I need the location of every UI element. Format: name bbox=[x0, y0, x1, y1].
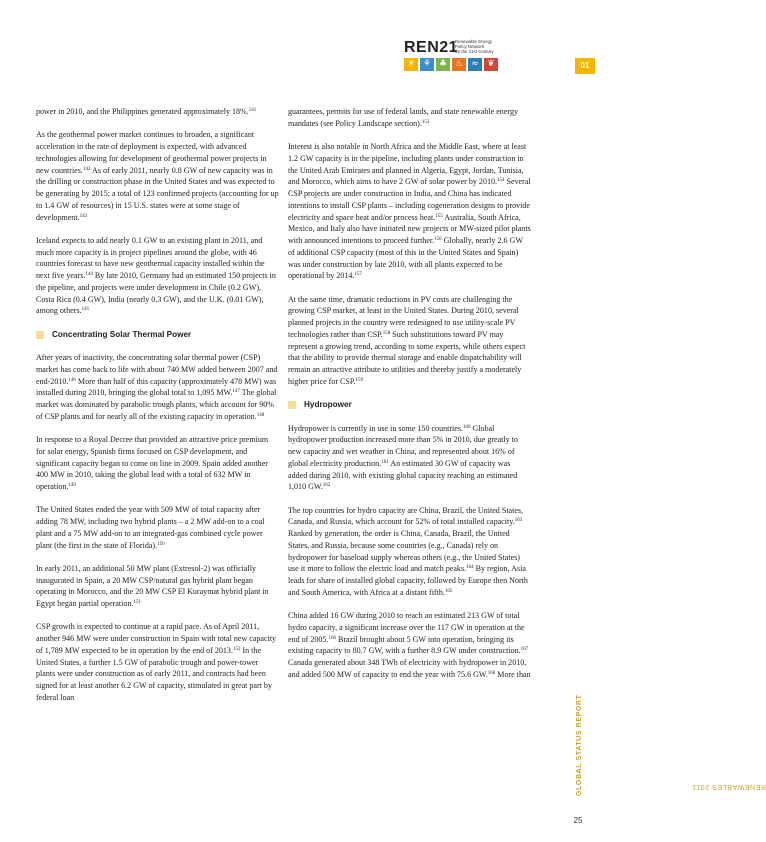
page-number: 25 bbox=[573, 816, 583, 825]
paragraph: As the geothermal power market continues to broaden, a significant acceleration in the rate of deployment is expected, with advanced technologies allowing for development of geothermal power projects in new countries.$^{142}$ As of early 2011, nearly 0.8 GW of new capacity was in the drilling or construction phase in the United States and was expected to be generating by 2015; a total of 123 confirmed projects (accounting for up to 1.4 GW of resources) in 15 U.S. states were at some stage of development.$^{143}$ bbox=[36, 130, 279, 222]
section-heading-csp: Concentrating Solar Thermal Power bbox=[36, 329, 279, 341]
paragraph: After years of inactivity, the concentrating solar thermal power (CSP) market has come back to life with about 740 MW added between 2007 and end-2010.$^{146}$ More than half of this capacity (approximately 478 MW) was installed during 2010, bringing the global total to 1,095 MW.$^{147}$ The global market was dominated by parabolic trough plants, which account for 90% of CSP plants and for nearly all of the existing capacity in operation.$^{148}$ bbox=[36, 353, 278, 421]
paragraph: In response to a Royal Decree that provided an attractive price premium for solar energy, Spanish firms focused on CSP development, and significant capacity began to come on line in 2009. Spain added another 400 MW in 2010, taking the global lead with a total of 632 MW in operation.$^{149}$ bbox=[36, 435, 269, 491]
bioenergy-icon: ♣ bbox=[436, 58, 450, 71]
ren21-logo bbox=[404, 38, 494, 74]
sun-icon: ☀ bbox=[404, 58, 418, 71]
heading-marker-icon bbox=[288, 401, 296, 409]
paragraph: CSP growth is expected to continue at a rapid pace. As of April 2011, another 946 MW were under construction in Spain with total new capacity of 1,789 MW expected to be in operation by the end of 2013.$^{152}$ In the United States, a further 1.5 GW of parabolic trough and power-tower plants were under construction as of early 2011, and contracts had been signed for at least another 6.2 GW of capacity, stimulated in great part by federal loan bbox=[36, 622, 277, 702]
section-heading-hydropower: Hydropower bbox=[288, 399, 531, 411]
wind-icon: ⚘ bbox=[420, 58, 434, 71]
paragraph: Interest is also notable in North Africa and the Middle East, where at least 1.2 GW capacity is in the pipeline, including plants under construction in the United Arab Emirates and planned in Algeria, Egypt, Jordan, Tunisia, and Morocco, which aims to have 2 GW of solar power by 2010.$^{154}$ Several CSP projects are under construction in India, and China has indicated intentions to install CSP plants – including cogeneration designs to provide electricity and space heat and/or process heat.$^{155}$ Australia, South Africa, Mexico, and Italy also have initiated new projects or MW-sized pilot plants with announced intentions to proceed further.$^{156}$ Globally, nearly 2.6 GW of additional CSP capacity (most of this in the United States and Spain) was under construction by late 2010, with all plants expected to be operational by 2014.$^{157}$ bbox=[288, 142, 531, 281]
geothermal-icon: ♨ bbox=[452, 58, 466, 71]
report-title-sidebar: RENEWABLES 2011 GLOBAL STATUS REPORT bbox=[576, 694, 766, 796]
water-icon: ≈ bbox=[468, 58, 482, 71]
paragraph: power in 2010, and the Philippines generated approximately 18%.$^{141}$ bbox=[36, 107, 257, 116]
paragraph: In early 2011, an additional 50 MW plant (Extresol-2) was officially inaugurated in Spain, a 20 MW CSP/natural gas hybrid plant began operating in Morocco, and the 20 MW CSP El Kuraymat hybrid plant in Egypt began partial operation.$^{151}$ bbox=[36, 563, 269, 608]
paragraph: Iceland expects to add nearly 0.1 GW to an existing plant in 2011, and much more capacity is in project pipelines around the globe, with 46 countries forecast to have new geothermal capacity installed within the next five years.$^{144}$ By late 2010, Germany had an estimated 150 projects in the pipeline, and projects were under development in Chile (0.2 GW), Costa Rica (0.4 GW), India (nearly 0.3 GW), and the U.K. (0.01 GW), among others.$^{145}$ bbox=[36, 235, 276, 316]
paragraph: China added 16 GW during 2010 to reach an estimated 213 GW of total hydro capacity, a significant increase over the 117 GW in operation at the end of 2005.$^{166}$ Brazil brought about 5 GW into operation, bringing its existing capacity to 80.7 GW, with a further 8.9 GW under construction.$^{167}$ Canada generated about 348 TWh of electricity with hydropower in 2010, and added 500 MW of capacity to end the year with 75.6 GW.$^{168}$ More than bbox=[288, 611, 531, 679]
logo-icon-row bbox=[404, 58, 498, 71]
right-column bbox=[288, 106, 531, 692]
section-tab: 01 bbox=[575, 58, 595, 74]
paragraph: The United States ended the year with 509 MW of total capacity after adding 78 MW, including two hybrid plants – a 2 MW add-on to a coal plant and a 75 MW add-on to an integrated-gas combined cycle power plant (the first in the state of Florida).$^{150}$ bbox=[36, 505, 265, 550]
logo-wordmark: REN21 bbox=[404, 39, 459, 56]
paragraph: The top countries for hydro capacity are China, Brazil, the United States, Canada, and Russia, which account for 52% of total installed capacity.$^{163}$ Ranked by generation, the order is China, Canada, Brazil, the United States, and Russia, because some countries (e.g., Canada) rely on hydropower for baseload supply whereas others (e.g., the United States) use it more to follow the electric load and match peaks.$^{164}$ By region, Asia leads for share of installed global capacity, followed by Europe then North and South America, with Africa at a distant fifth.$^{165}$ bbox=[288, 505, 528, 597]
paragraph: guarantees, permits for use of federal lands, and state renewable energy mandates (see Policy Landscape section).$^{153}$ bbox=[288, 107, 518, 128]
leaf-icon: ❦ bbox=[484, 58, 498, 71]
heading-marker-icon bbox=[36, 331, 44, 339]
left-column bbox=[36, 106, 279, 715]
paragraph: At the same time, dramatic reductions in PV costs are challenging the growing CSP market, at least in the United States. During 2010, several planned projects in the country were redesigned to use utility-scale PV technologies rather than CSP.$^{158}$ Such substitutions toward PV may represent a growing trend, according to some experts, while others expect that the ability to provide thermal storage and enable dispatchability will remain an attractive attribute to utilities and thereby justify a moderately higher price for CSP.$^{159}$ bbox=[288, 294, 526, 386]
paragraph: Hydropower is currently in use in some 150 countries.$^{160}$ Global hydropower production increased more than 5% in 2010, due greatly to new capacity and wet weather in China, and represented about 16% of global electricity production.$^{161}$ An estimated 30 GW of capacity was added during 2010, with existing global capacity reaching an estimated 1,010 GW.$^{162}$ bbox=[288, 423, 518, 492]
logo-tagline: Renewable Energy Policy Network for the 21st Century bbox=[455, 39, 494, 54]
